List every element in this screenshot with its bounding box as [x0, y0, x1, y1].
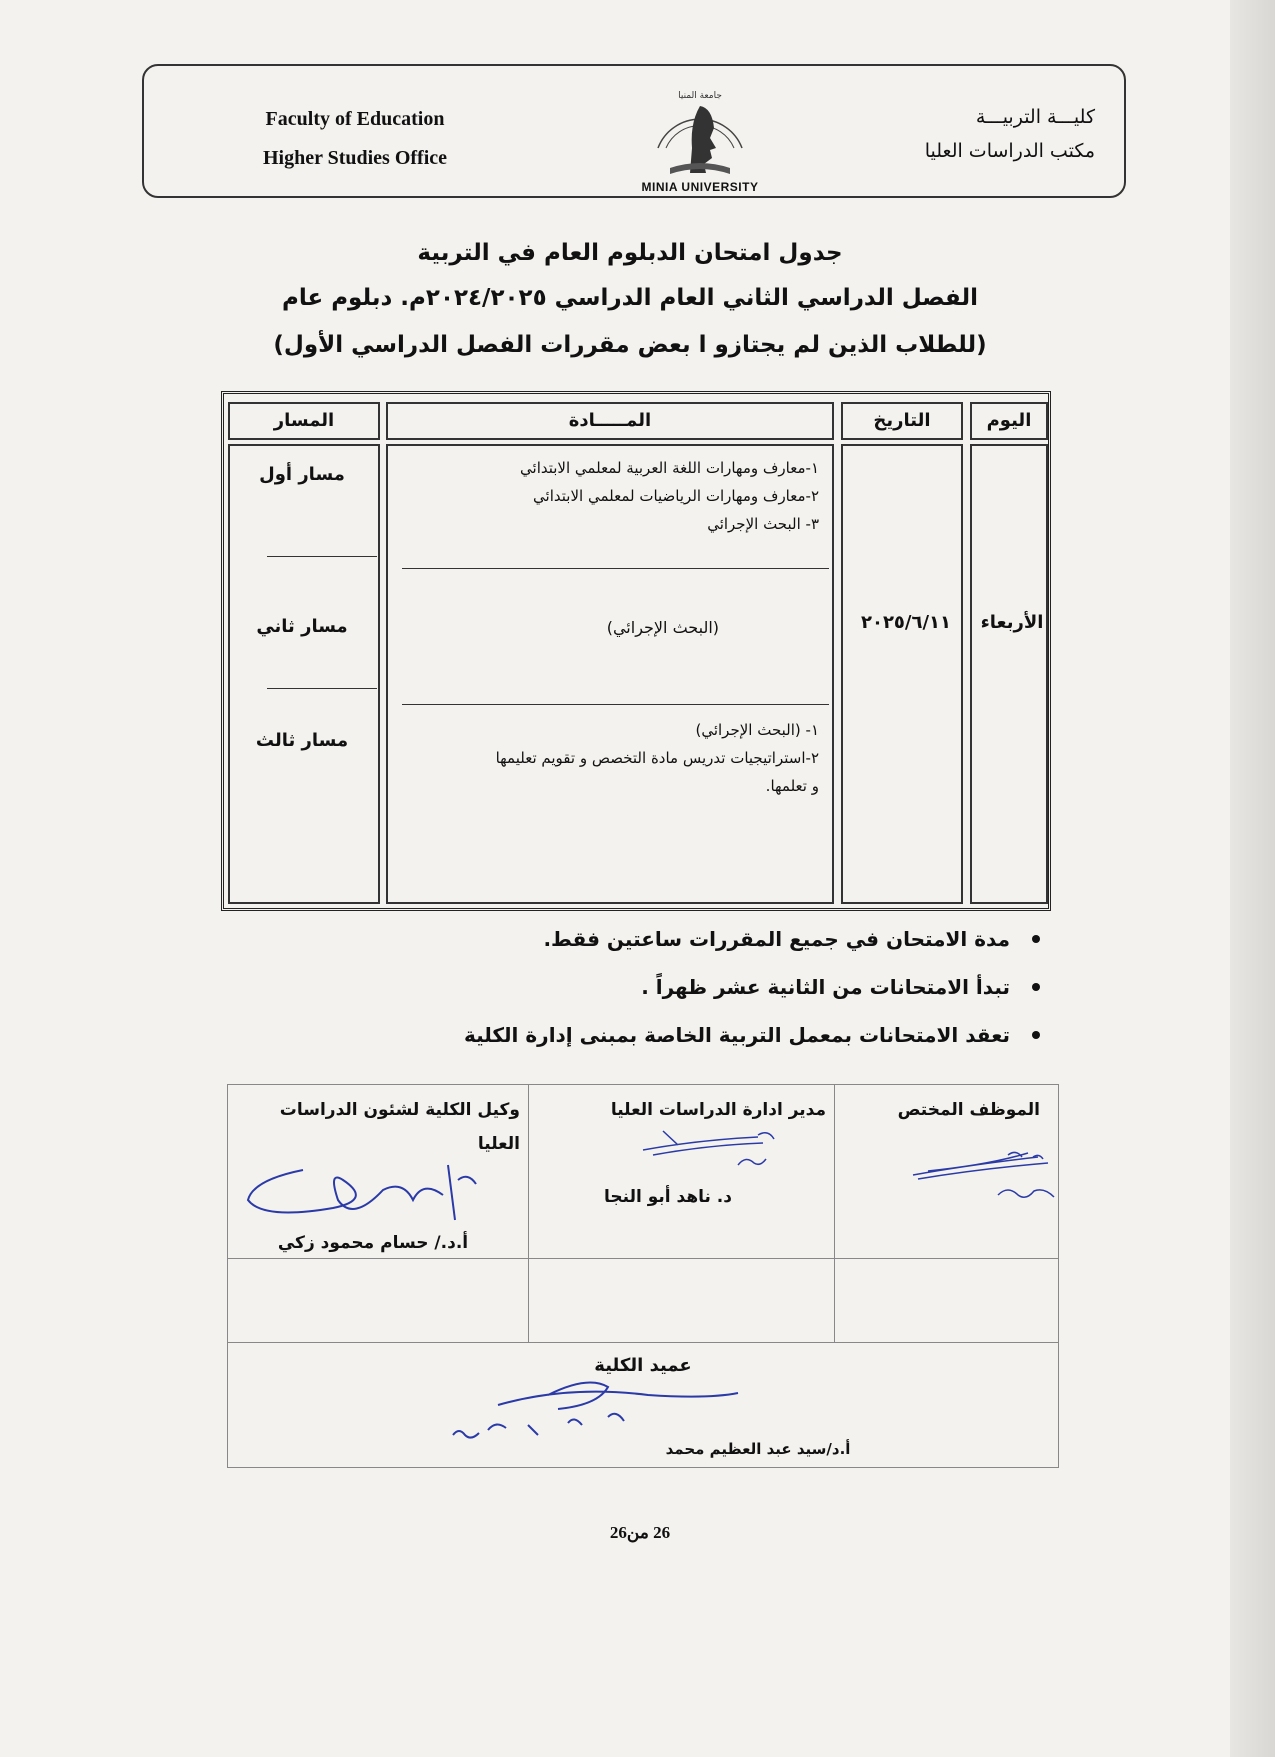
exam-schedule-table [221, 391, 1051, 911]
bullet-icon [1032, 983, 1040, 991]
exam-day: الأربعاء [980, 612, 1044, 633]
employee-title: الموظف المختص [897, 1100, 1040, 1120]
employee-signature-icon [908, 1135, 1058, 1215]
day-column [970, 444, 1048, 904]
signature-table [227, 1084, 1059, 1468]
vice-dean-title: وكيل الكلية لشئون الدراسات العليا [279, 1100, 520, 1154]
document-note: (للطلاب الذين لم يجتازو ا بعض مقررات الفصل الدراسي الأول) [273, 332, 987, 358]
subject-item: ٢-معارف ومهارات الرياضيات لمعلمي الابتدائي [533, 487, 819, 505]
letterhead-english [240, 100, 470, 178]
track-2-label: مسار ثاني [256, 616, 348, 637]
letterhead-arabic [880, 100, 1095, 168]
bullet-icon [1032, 1031, 1040, 1039]
bullet-icon [1032, 935, 1040, 943]
track-3-label: مسار ثالث [255, 730, 349, 751]
faculty-name-ar: كليـــة التربيـــة [975, 106, 1095, 128]
director-signature-icon [638, 1125, 788, 1175]
note-item: تعقد الامتحانات بمعمل التربية الخاصة بمبنى إدارة الكلية [300, 1011, 1040, 1059]
vice-dean-signature-icon [243, 1160, 503, 1230]
subject-item: ٢-استراتيجيات تدريس مادة التخصص و تقويم تعليمها [495, 749, 819, 767]
office-name-ar: مكتب الدراسات العليا [924, 140, 1095, 162]
date-column [841, 444, 963, 904]
dean-name: أ.د/سيد عبد العظيم محمد [665, 1440, 851, 1458]
empty-signature-row [228, 1258, 1058, 1343]
note-item: تبدأ الامتحانات من الثانية عشر ظهراً . [300, 963, 1040, 1011]
document-title: جدول امتحان الدبلوم العام في التربية [417, 240, 843, 266]
header-day: اليوم [970, 402, 1048, 440]
track-1-label: مسار أول [259, 464, 345, 485]
logo-caption: MINIA UNIVERSITY [630, 180, 770, 194]
column-divider [528, 1085, 529, 1258]
subject-item: (البحث الإجرائي) [606, 618, 719, 637]
column-divider [834, 1085, 835, 1258]
exam-date: ٢٠٢٥/٦/١١ [860, 612, 952, 633]
row-divider [402, 704, 829, 705]
subject-item: ١-معارف ومهارات اللغة العربية لمعلمي الابتدائي [520, 459, 819, 477]
university-logo-icon [640, 78, 760, 188]
subject-item: ٣- البحث الإجرائي [707, 515, 819, 533]
dean-signature-icon [448, 1375, 748, 1445]
director-title: مدير ادارة الدراسات العليا [610, 1100, 826, 1120]
dean-title: عميد الكلية [594, 1355, 692, 1376]
logo-arc-text: جامعة المنيا [678, 91, 722, 101]
note-item: مدة الامتحان في جميع المقررات ساعتين فقط. [300, 915, 1040, 963]
header-track: المسار [228, 402, 380, 440]
row-divider [267, 556, 377, 557]
notes-list [300, 915, 1040, 1059]
track-column [228, 444, 380, 904]
vice-dean-name: أ.د./ حسام محمود زكي [277, 1233, 469, 1253]
page-edge [1230, 0, 1275, 1757]
office-name-en: Higher Studies Office [262, 147, 448, 169]
page-number: 26 من26 [609, 1523, 671, 1542]
subject-list-track-3 [399, 716, 819, 800]
subject-list-track-1 [399, 454, 819, 538]
subject-item: ١- (البحث الإجرائي) [695, 721, 819, 739]
faculty-name-en: Faculty of Education [265, 108, 445, 130]
row-divider [402, 568, 829, 569]
document-subtitle: الفصل الدراسي الثاني العام الدراسي ٢٠٢٤/٢٠٢٥م. دبلوم عام [281, 285, 979, 311]
header-subject: المـــــادة [386, 402, 834, 440]
subject-item: و تعلمها. [765, 777, 819, 795]
director-name: د. ناهد أبو النجا [604, 1187, 732, 1207]
row-divider [267, 688, 377, 689]
header-date: التاريخ [841, 402, 963, 440]
subject-list-track-2 [399, 614, 719, 642]
